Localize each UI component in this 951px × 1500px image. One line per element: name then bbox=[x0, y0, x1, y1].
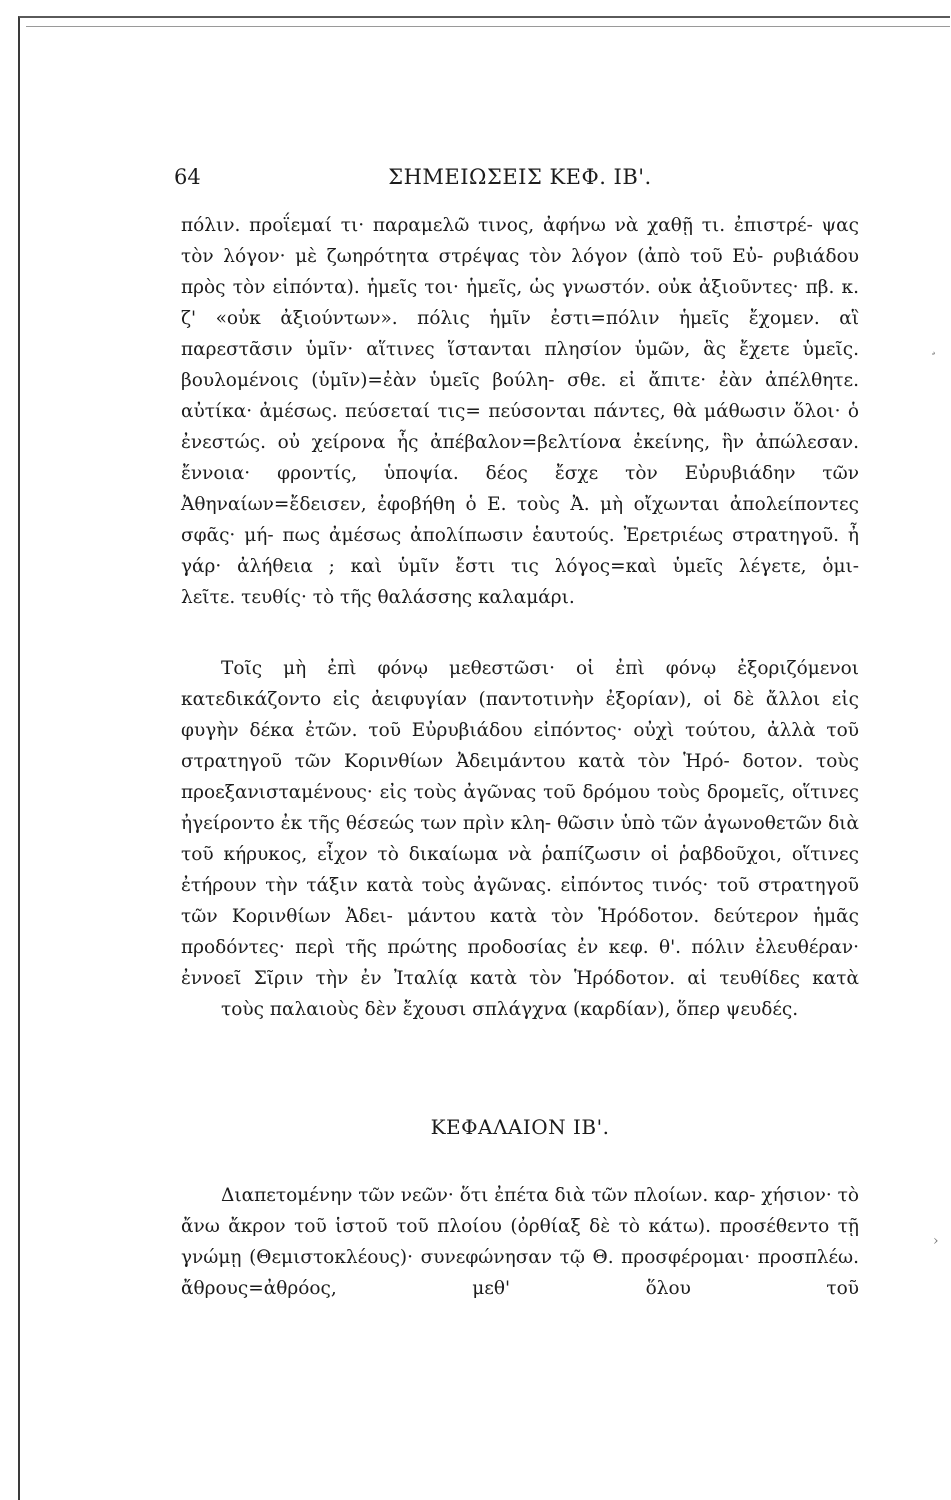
text-line: πεύσονται πάντες, θὰ μάθωσιν ὅλοι· ὁ ἐνεστώς. οὐ χείρονα ἧς bbox=[181, 401, 859, 453]
text-line: νὰ ῥαπίζωσιν οἱ ῥαβδοῦχοι, οἵτινες ἐτήρουν τὴν τάξιν κατὰ τοὺς bbox=[181, 844, 859, 896]
chapter-heading: ΚΕΦΑΛΑΙΟΝ ΙΒ'. bbox=[430, 1115, 610, 1139]
text-line: ἐφοβήθη ὁ Ε. τοὺς Ἀ. μὴ οἴχωνται ἀπολείποντες σφᾶς· μή- bbox=[181, 494, 859, 546]
text-line: Διαπετομένην τῶν νεῶν· ὅτι ἐπέτα διὰ τῶν πλοίων. καρ- bbox=[221, 1185, 756, 1206]
running-head: ΣΗΜΕΙΩΣΕΙΣ ΚΕΦ. ΙΒ'. bbox=[388, 165, 652, 189]
text-line: θῶσιν ὑπὸ τῶν ἀγωνοθετῶν διὰ τοῦ κήρυκος, εἶχον τὸ δικαίωμα bbox=[181, 813, 859, 865]
text-line: ἀλήθεια ; καὶ ὑμῖν ἔστι τις λόγος=καὶ ὑμεῖς λέγετε, ὁμι- bbox=[237, 556, 859, 577]
text-line: κάτω). προσέθεντο τῇ γνώμῃ (Θεμιστοκλέους)· συνεφώνησαν bbox=[181, 1216, 860, 1268]
text-line: ἀλλὰ τοῦ στρατηγοῦ τῶν Κορινθίων Ἀδειμάντου κατὰ τὸν Ἡρό- bbox=[181, 720, 859, 772]
book-page bbox=[174, 158, 860, 1304]
text-line: ἡμεῖς ἔχομεν. αἳ παρεστᾶσιν ὑμῖν· αἵτινες ἵστανται πλησίον bbox=[181, 308, 859, 360]
chapter-paragraph bbox=[181, 1180, 859, 1304]
text-line: τοὺς δρομεῖς, οἵτινες ἠγείροντο ἐκ τῆς θέσεώς των πρὶν κλη- bbox=[181, 782, 859, 834]
text-line: πόλιν. προΐεμαί τι· παραμελῶ τινος, ἀφήνω νὰ χαθῇ τι. ἐπιστρέ- bbox=[181, 215, 813, 236]
text-line: δοτον. τοὺς προεξανισταμένους· εἰς τοὺς ἀγῶνας τοῦ δρόμου bbox=[181, 751, 859, 803]
text-line: λεῖτε. τευθίς· τὸ τῆς θαλάσσης καλαμάρι. bbox=[181, 587, 575, 608]
margin-mark: ¸ bbox=[930, 340, 937, 356]
commentary-paragraph-2 bbox=[181, 653, 859, 1056]
text-line: σθε. εἰ ἄπιτε· ἐὰν ἀπέλθητε. αὐτίκα· ἀμέσως. πεύσεταί τις= bbox=[181, 370, 859, 422]
text-line: ἀξιοῦντες· πβ. κ. ζ' «οὐκ ἀξιούντων». πόλις ἡμῖν ἐστι=πόλιν bbox=[181, 277, 859, 329]
page-header bbox=[174, 158, 859, 198]
scan-fold-line bbox=[26, 26, 950, 27]
text-line: ἀπέβαλον=βελτίονα ἐκείνης, ἣν ἀπώλεσαν. ἔννοια· φροντίς, bbox=[181, 432, 859, 484]
text-line: ἀγῶνας. εἰπόντος τινός· τοῦ στρατηγοῦ τῶν Κορινθίων Ἀδει- bbox=[181, 875, 859, 927]
text-line: κατεδικάζοντο εἰς ἀειφυγίαν (παντοτινὴν ἐξορίαν), οἱ δὲ ἄλλοι bbox=[181, 689, 821, 710]
text-line: τῷ Θ. προσφέρομαι· προσπλέω. ἄθρους=ἀθρόος, μεθ' ὅλου τοῦ bbox=[181, 1247, 859, 1299]
text-line: ψας τὸν λόγον· μὲ ζωηρότητα στρέψας τὸν λόγον (ἀπὸ τοῦ Εὐ- bbox=[181, 215, 859, 267]
margin-mark: › bbox=[933, 1233, 939, 1249]
page-number: 64 bbox=[174, 165, 201, 189]
text-line: εἰς φυγὴν δέκα ἐτῶν. τοῦ Εὐρυβιάδου εἰπόντος· οὐχὶ τούτου, bbox=[181, 689, 859, 741]
commentary-paragraph-1 bbox=[181, 210, 859, 644]
text-line: Τοῖς μὴ ἐπὶ φόνῳ μεθεστῶσι· οἱ ἐπὶ φόνῳ ἐξοριζόμενοι bbox=[221, 658, 859, 679]
text-line: ρυβιάδου πρὸς τὸν εἰπόντα). ἡμεῖς τοι· ἡμεῖς, ὡς γνωστόν. οὐκ bbox=[181, 246, 859, 298]
text-line: τοὺς παλαιοὺς δὲν ἔχουσι σπλάγχνα (καρδίαν), ὅπερ ψευδές. bbox=[221, 999, 799, 1020]
text-line: μάντου κατὰ τὸν Ἡρόδοτον. δεύτερον ἡμᾶς προδόντες· περὶ bbox=[181, 906, 859, 958]
text-line: χήσιον· τὸ ἄνω ἄκρον τοῦ ἱστοῦ τοῦ πλοίου (ὀρθίαξ δὲ τὸ bbox=[181, 1185, 859, 1237]
text-line: ὑποψία. δέος ἔσχε τὸν Εὐρυβιάδην τῶν Ἀθηναίων=ἔδεισεν, bbox=[181, 463, 859, 515]
text-line: ὑμῶν, ἃς ἔχετε ὑμεῖς. βουλομένοις (ὑμῖν)=ἐὰν ὑμεῖς βούλη- bbox=[181, 339, 859, 391]
text-line: Σῖριν τὴν ἐν Ἰταλίᾳ κατὰ τὸν Ἡρόδοτον. αἱ τευθίδες κατὰ bbox=[253, 968, 860, 989]
text-line: πως ἀμέσως ἀπολίπωσιν ἑαυτούς. Ἐρετριέως στρατηγοῦ. ἦ γάρ· bbox=[181, 525, 860, 577]
text-line: τῆς πρώτης προδοσίας ἐν κεφ. θ'. πόλιν ἐλευθέραν· ἐννοεῖ bbox=[181, 937, 859, 989]
